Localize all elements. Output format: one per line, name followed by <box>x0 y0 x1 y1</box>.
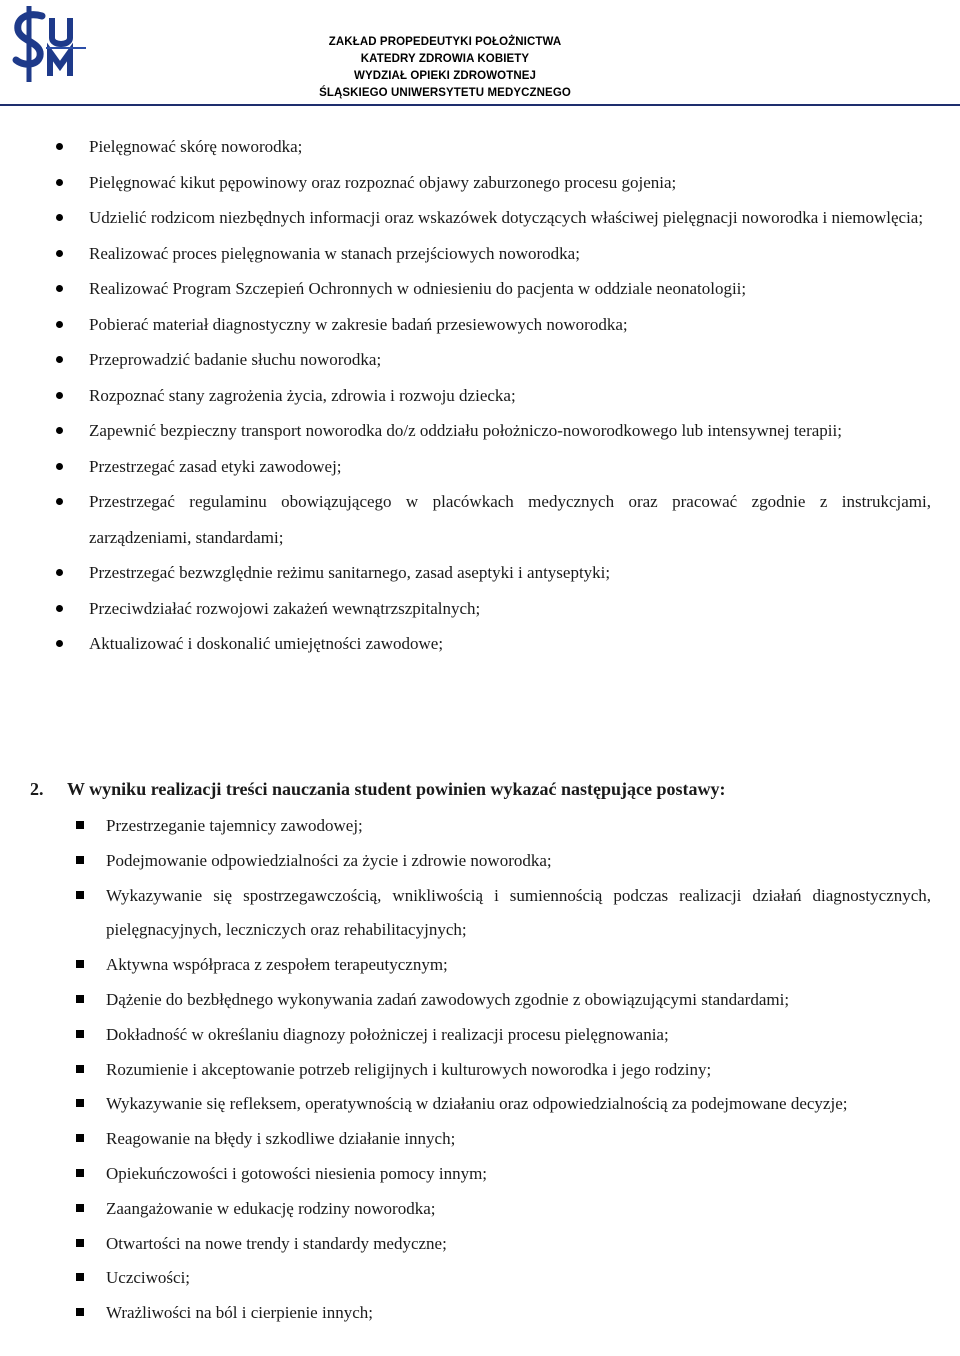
list-item-text: Podejmowanie odpowiedzialności za życie i zdrowie noworodka; <box>106 850 552 870</box>
bullet-icon <box>56 605 63 612</box>
list-item-text: Przestrzegać regulaminu obowiązującego w placówkach medycznych oraz pracować zgodnie z instrukcjami, zarządzeniami, standardami; <box>89 492 931 547</box>
list-item-text: Pielęgnować skórę noworodka; <box>89 137 303 156</box>
bullet-icon <box>56 498 63 505</box>
list-item-text: Aktywna współpraca z zespołem terapeutycznym; <box>106 955 448 975</box>
square-bullet-icon <box>76 960 84 968</box>
bullet-icon <box>56 463 63 470</box>
square-bullet-icon <box>76 1204 84 1212</box>
list-item-text: Zaangażowanie w edukację rodziny noworodka; <box>106 1198 436 1218</box>
bullet-icon <box>56 143 63 150</box>
list-item <box>0 1192 960 1227</box>
list-item-text: Wykazywanie się spostrzegawczością, wnikliwością i sumiennością podczas realizacji działań diagnostycznych, pielęgnacyjnych, leczniczych oraz rehabilitacyjnych; <box>106 885 931 940</box>
header-divider <box>0 104 960 106</box>
bullet-icon <box>56 214 63 221</box>
list-item-text: Wykazywanie się refleksem, operatywnością w działaniu oraz odpowiedzialnością za podejmowane decyzje; <box>106 1094 848 1114</box>
skills-list <box>0 129 960 662</box>
list-item <box>0 129 960 165</box>
list-item <box>0 983 960 1018</box>
bullet-icon <box>56 569 63 576</box>
list-item <box>0 1261 960 1296</box>
square-bullet-icon <box>76 1308 84 1316</box>
list-item-text: Przestrzegać bezwzględnie reżimu sanitarnego, zasad aseptyki i antyseptyki; <box>89 563 611 582</box>
list-item <box>0 555 960 591</box>
square-bullet-icon <box>76 1134 84 1142</box>
section-title: W wyniku realizacji treści nauczania student powinien wykazać następujące postawy: <box>67 779 726 799</box>
list-item-text: Dążenie do bezbłędnego wykonywania zadań zawodowych zgodnie z obowiązującymi standardami; <box>106 989 790 1009</box>
bullet-icon <box>56 640 63 647</box>
list-item <box>0 844 960 879</box>
list-item-text: Przestrzeganie tajemnicy zawodowej; <box>106 816 363 835</box>
square-bullet-icon <box>76 821 84 829</box>
list-item <box>0 449 960 485</box>
list-item-text: Opiekuńczowości i gotowości niesienia pomocy innym; <box>106 1163 488 1183</box>
page-header <box>0 0 960 108</box>
list-item <box>0 626 960 662</box>
university-logo <box>8 2 92 86</box>
square-bullet-icon <box>76 1099 84 1107</box>
bullet-icon <box>56 285 63 292</box>
list-item-text: Otwartości na nowe trendy i standardy medyczne; <box>106 1233 447 1253</box>
square-bullet-icon <box>76 856 84 864</box>
list-item <box>0 1087 960 1122</box>
list-item <box>0 200 960 236</box>
square-bullet-icon <box>76 995 84 1003</box>
list-item <box>0 378 960 414</box>
list-item-text: Przestrzegać zasad etyki zawodowej; <box>89 456 342 476</box>
list-item-text: Realizować proces pielęgnowania w stanach przejściowych noworodka; <box>89 243 580 263</box>
list-item-text: Uczciwości; <box>106 1268 191 1288</box>
list-item <box>0 236 960 272</box>
list-item <box>0 591 960 627</box>
list-item-text: Przeprowadzić badanie słuchu noworodka; <box>89 350 382 369</box>
list-item <box>0 1157 960 1192</box>
list-item <box>0 165 960 201</box>
bullet-icon <box>56 356 63 363</box>
square-bullet-icon <box>76 1065 84 1073</box>
bullet-icon <box>56 179 63 186</box>
institution-line: WYDZIAŁ OPIEKI ZDROWOTNEJ <box>353 70 537 82</box>
list-item <box>0 484 960 555</box>
bullet-icon <box>56 392 63 399</box>
list-item <box>0 1053 960 1088</box>
bullet-icon <box>56 427 63 434</box>
list-item <box>0 413 960 449</box>
list-item-text: Przeciwdziałać rozwojowi zakażeń wewnątrzszpitalnych; <box>89 598 481 618</box>
square-bullet-icon <box>76 891 84 899</box>
square-bullet-icon <box>76 1239 84 1247</box>
list-item-text: Rozpoznać stany zagrożenia życia, zdrowia i rozwoju dziecka; <box>89 385 516 405</box>
sum-logo-graphic <box>8 2 92 86</box>
list-item <box>0 1122 960 1157</box>
list-item-text: Wrażliwości na ból i cierpienie innych; <box>106 1303 373 1323</box>
institution-line: KATEDRY ZDROWIA KOBIETY <box>360 53 530 65</box>
list-item <box>0 307 960 343</box>
square-bullet-icon <box>76 1030 84 1038</box>
list-item-text: Aktualizować i doskonalić umiejętności zawodowe; <box>89 634 444 653</box>
list-item <box>0 1018 960 1053</box>
square-bullet-icon <box>76 1273 84 1281</box>
list-item <box>0 1296 960 1331</box>
list-item-text: Zapewnić bezpieczny transport noworodka do/z oddziału położniczo-noworodkowego lub intensywnej terapii; <box>89 421 842 440</box>
list-item-text: Reagowanie na błędy i szkodliwe działanie innych; <box>106 1129 456 1149</box>
attitudes-list <box>0 809 960 1331</box>
section-number: 2. <box>30 779 44 799</box>
list-item-text: Udzielić rodzicom niezbędnych informacji oraz wskazówek dotyczących właściwej pielęgnacji noworodka i niemowlęcia; <box>89 208 924 227</box>
list-item-text: Dokładność w określaniu diagnozy położniczej i realizacji procesu pielęgnowania; <box>106 1024 669 1044</box>
list-item-text: Rozumienie i akceptowanie potrzeb religijnych i kulturowych noworodka i jego rodziny; <box>106 1059 712 1079</box>
list-item <box>0 879 960 949</box>
list-item <box>0 809 960 844</box>
list-item <box>0 948 960 983</box>
list-item-text: Pielęgnować kikut pępowinowy oraz rozpoznać objawy zaburzonego procesu gojenia; <box>89 172 677 192</box>
institution-name <box>295 34 595 102</box>
list-item-text: Pobierać materiał diagnostyczny w zakresie badań przesiewowych noworodka; <box>89 314 628 334</box>
list-item <box>0 1227 960 1262</box>
institution-line: ŚLĄSKIEGO UNIWERSYTETU MEDYCZNEGO <box>319 87 571 99</box>
list-item <box>0 271 960 307</box>
bullet-icon <box>56 321 63 328</box>
section-heading <box>30 774 930 804</box>
list-item-text: Realizować Program Szczepień Ochronnych w odniesieniu do pacjenta w oddziale neonatologii; <box>89 279 747 298</box>
list-item <box>0 342 960 378</box>
bullet-icon <box>56 250 63 257</box>
square-bullet-icon <box>76 1169 84 1177</box>
institution-line: ZAKŁAD PROPEDEUTYKI POŁOŻNICTWA <box>328 36 562 48</box>
